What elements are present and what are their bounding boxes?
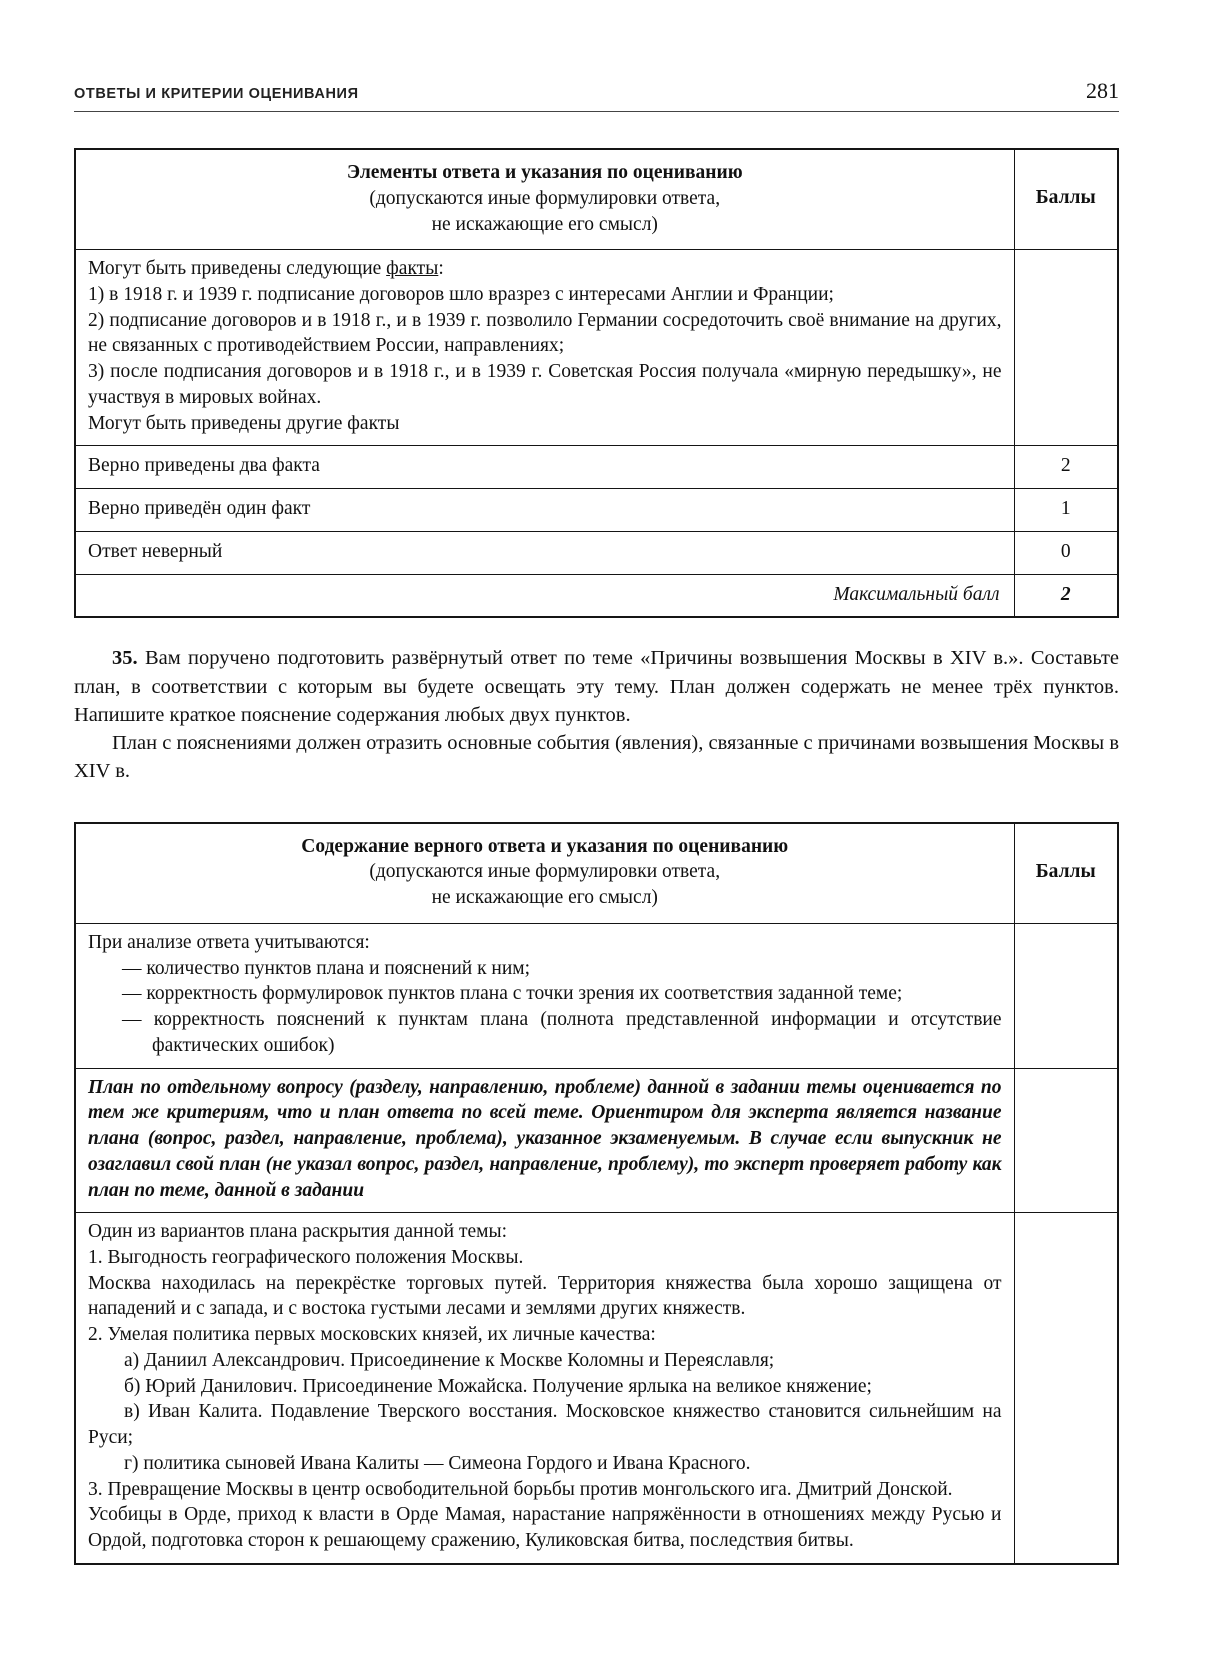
header-rule xyxy=(74,111,1119,112)
row-score: 1 xyxy=(1014,489,1118,532)
task-number: 35. xyxy=(112,647,138,670)
plan-line-point3: 3. Превращение Москвы в центр освободительной борьбы против монгольского ига. Дмитрий Донской. xyxy=(88,1478,953,1500)
table1-row-wrong xyxy=(75,531,1118,574)
facts-outro-line: Могут быть приведены другие факты xyxy=(88,412,400,434)
table2-header-cell xyxy=(75,823,1014,924)
fact-item-2: 2) подписание договоров и в 1918 г., и в 1939 г. позволило Германии сосредоточить своё внимание на других, не связанных с противодействием России, направлениях; xyxy=(88,309,1002,357)
fact-item-3: 3) после подписания договоров и в 1918 г., и в 1939 г. Советская Россия получала «мирную передышку», не участвуя в мировых войнах. xyxy=(88,361,1002,408)
table1-facts-cell xyxy=(75,250,1014,446)
criteria-table-1 xyxy=(74,148,1119,618)
task-text: Вам поручено подготовить развёрнутый ответ по теме «Причины возвышения Москвы в XIV в.». Составьте план, в соответствии с которым вы будете освещать эту тему. План должен содержать не менее трёх пунктов. Напишите краткое пояснение содержания любых двух пунктов. xyxy=(74,647,1120,726)
page-header xyxy=(74,76,1119,105)
plan-line-point1: 1. Выгодность географического положения Москвы. xyxy=(88,1247,524,1268)
table2-header-row xyxy=(75,823,1118,924)
table1-subtitle-2: не искажающие его смысл) xyxy=(431,213,658,235)
max-score-label: Максимальный балл xyxy=(75,574,1014,617)
table1-title: Элементы ответа и указания по оцениванию xyxy=(346,162,743,184)
table1-row-two-facts xyxy=(75,446,1118,489)
table2-plan-row xyxy=(75,1213,1118,1564)
table2-subtitle-2: не искажающие его смысл) xyxy=(431,887,658,909)
table1-max-row xyxy=(75,574,1118,617)
facts-intro-underlined: факты xyxy=(386,258,439,280)
table2-plan-score xyxy=(1014,1213,1118,1564)
facts-intro-suffix: : xyxy=(438,258,444,280)
table1-row-one-fact xyxy=(75,489,1118,532)
table2-subtitle-1: (допускаются иные формулировки ответа, xyxy=(369,861,721,883)
row-label: Верно приведён один факт xyxy=(75,489,1014,532)
table2-score-header: Баллы xyxy=(1014,823,1118,924)
max-score-value: 2 xyxy=(1014,574,1118,617)
row-label: Верно приведены два факта xyxy=(75,446,1014,489)
row-score: 2 xyxy=(1014,446,1118,489)
plan-line-intro: Один из вариантов плана раскрытия данной темы: xyxy=(88,1221,508,1243)
table1-header-row xyxy=(75,149,1118,250)
row-score: 0 xyxy=(1014,531,1118,574)
page-number: 281 xyxy=(1086,78,1119,103)
analysis-item-1: — количество пунктов плана и пояснений к ним; xyxy=(122,957,531,979)
criteria-table-2 xyxy=(74,822,1119,1565)
plan-line-point3-note: Усобицы в Орде, приход к власти в Орде Мамая, нарастание напряжённости в отношениях между Русью и Ордой, подготовка сторон к решающему сражению, Куликовская битва, последствия битвы. xyxy=(88,1504,1002,1552)
table2-title: Содержание верного ответа и указания по оцениванию xyxy=(301,835,789,857)
running-head: ОТВЕТЫ И КРИТЕРИИ ОЦЕНИВАНИЯ xyxy=(74,86,359,102)
task-paragraph xyxy=(74,644,1119,729)
table1-score-header: Баллы xyxy=(1014,149,1118,250)
table1-header-cell xyxy=(75,149,1014,250)
plan-line-point2g: г) политика сыновей Ивана Калиты — Симеона Гордого и Ивана Красного. xyxy=(124,1452,751,1474)
row-label: Ответ неверный xyxy=(75,531,1014,574)
table2-analysis-score xyxy=(1014,923,1118,1068)
plan-line-point2a: а) Даниил Александрович. Присоединение к Москве Коломны и Переяславля; xyxy=(124,1349,775,1371)
analysis-item-2: — корректность формулировок пунктов плана с точки зрения их соответствия заданной теме; xyxy=(122,983,903,1005)
fact-item-1: 1) в 1918 г. и 1939 г. подписание договоров шло вразрез с интересами Англии и Франции; xyxy=(88,283,834,305)
facts-intro-prefix: Могут быть приведены следующие xyxy=(88,258,387,280)
plan-line-point2b: б) Юрий Данилович. Присоединение Можайска. Получение ярлыка на великое княжение; xyxy=(124,1375,872,1397)
table1-subtitle-1: (допускаются иные формулировки ответа, xyxy=(369,187,721,209)
facts-intro-line xyxy=(88,256,1002,282)
analysis-item-3: — корректность пояснений к пунктам плана (полнота представленной информации и отсутствие фактических ошибок) xyxy=(122,1009,1002,1056)
plan-line-point2: 2. Умелая политика первых московских князей, их личные качества: xyxy=(88,1324,656,1346)
table2-analysis-row xyxy=(75,923,1118,1068)
table2-plan-cell xyxy=(75,1213,1014,1564)
table2-note-row xyxy=(75,1068,1118,1213)
plan-line-point2v: в) Иван Калита. Подавление Тверского восстания. Московское княжество становится сильнейшим на Руси; xyxy=(88,1401,1002,1449)
analysis-intro: При анализе ответа учитываются: xyxy=(88,931,370,953)
table2-analysis-cell xyxy=(75,923,1014,1068)
plan-line-point1-note: Москва находилась на перекрёстке торговых путей. Территория княжества была хорошо защищена от нападений и с запада, и с востока густыми лесами и землями других княжеств. xyxy=(88,1272,1002,1320)
table2-note-score xyxy=(1014,1068,1118,1213)
task-paragraph-2: План с пояснениями должен отразить основные события (явления), связанные с причинами возвышения Москвы в XIV в. xyxy=(74,732,1119,783)
table1-facts-score xyxy=(1014,250,1118,446)
expert-note: План по отдельному вопросу (разделу, направлению, проблеме) данной в задании темы оценивается по тем же критериям, что и план ответа по всей теме. Ориентиром для эксперта является название плана (вопрос, раздел, направление, проблема), указанное экзаменуемым. В случае если выпускник не озаглавил свой план (не указал вопрос, раздел, направление, проблему), то эксперт проверяет работу как план по теме, данной в задании xyxy=(75,1068,1014,1213)
table1-facts-row xyxy=(75,250,1118,446)
